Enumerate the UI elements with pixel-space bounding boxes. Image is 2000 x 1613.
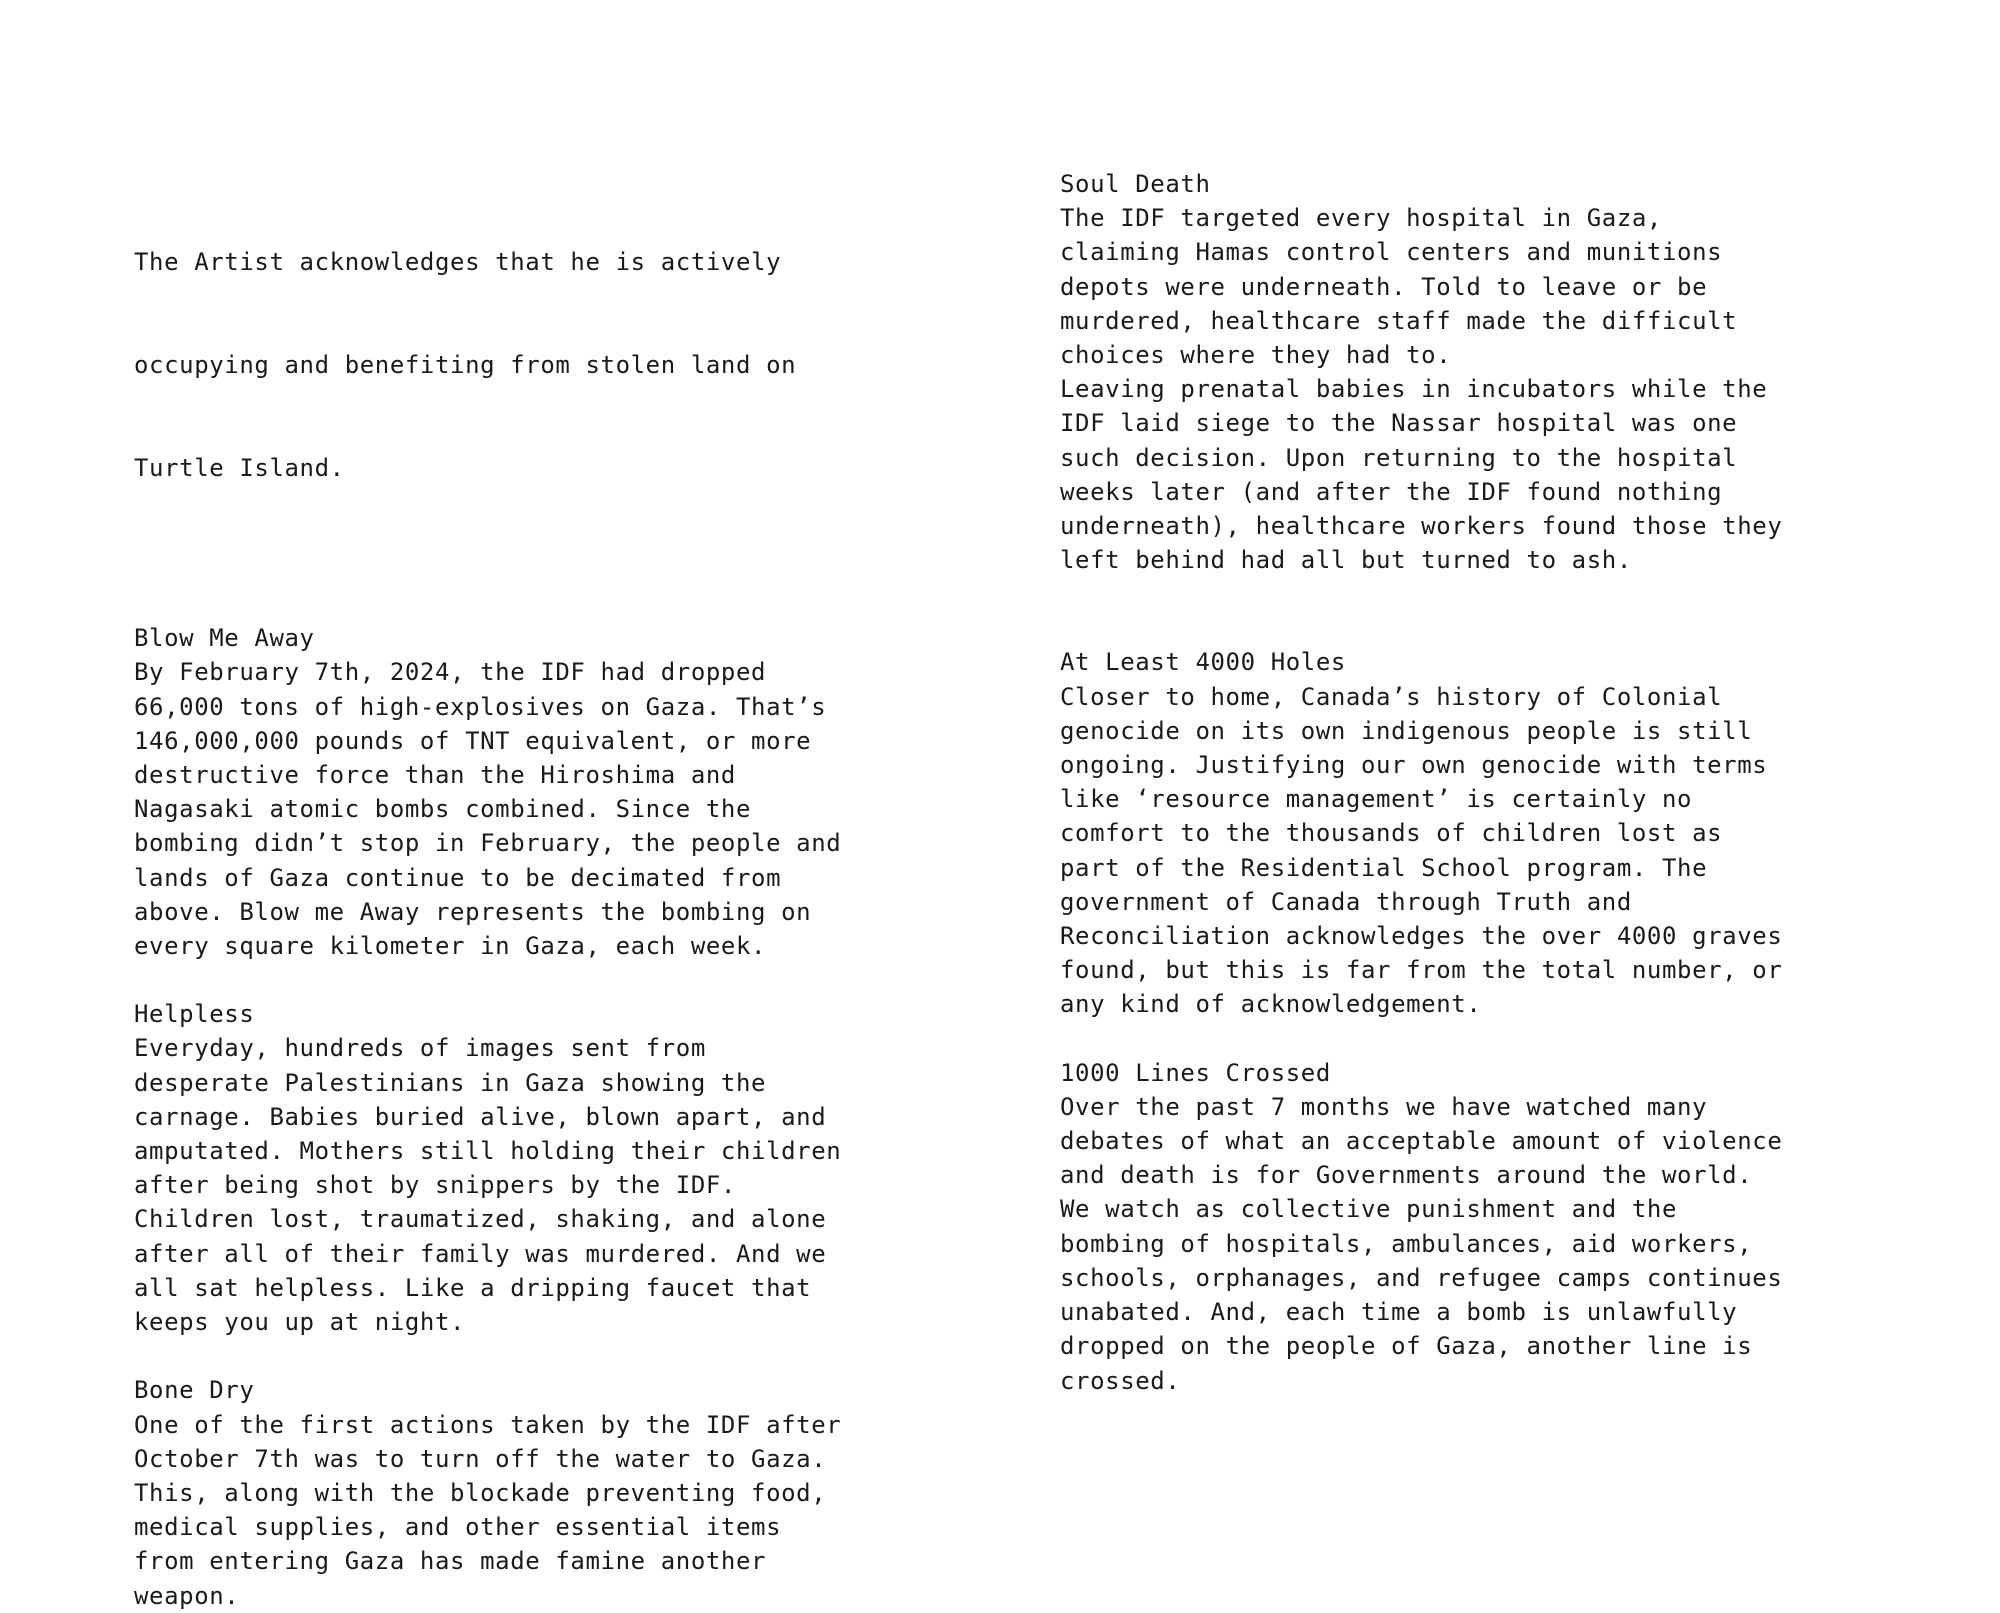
section-at-least-4000-holes: [1060, 645, 1860, 1021]
text-line: after all of their family was murdered. And we: [134, 1239, 827, 1268]
section-title: At Least 4000 Holes: [1060, 648, 1346, 677]
text-line: debates of what an acceptable amount of violence: [1060, 1127, 1783, 1156]
text-line: The Artist acknowledges that he is actively: [134, 248, 782, 277]
text-line: desperate Palestinians in Gaza showing the: [134, 1068, 767, 1097]
text-line: part of the Residential School program. The: [1060, 853, 1708, 882]
text-line: unabated. And, each time a bomb is unlawfully: [1060, 1298, 1738, 1327]
text-line: 146,000,000 pounds of TNT equivalent, or more: [134, 726, 812, 755]
text-line: Leaving prenatal babies in incubators while the: [1060, 375, 1768, 404]
text-line: occupying and benefiting from stolen land on: [134, 351, 797, 380]
text-line: carnage. Babies buried alive, blown apart, and: [134, 1102, 827, 1131]
text-line: 66,000 tons of high-explosives on Gaza. That’s: [134, 692, 827, 721]
section-helpless: [134, 997, 934, 1339]
section-title: Bone Dry: [134, 1376, 255, 1405]
text-line: left behind had all but turned to ash.: [1060, 546, 1632, 575]
text-line: bombing didn’t stop in February, the people and: [134, 829, 842, 858]
text-line: comfort to the thousands of children lost as: [1060, 819, 1723, 848]
text-line: medical supplies, and other essential items: [134, 1513, 782, 1542]
text-line: Closer to home, Canada’s history of Colonial: [1060, 682, 1723, 711]
text-line: One of the first actions taken by the IDF after: [134, 1410, 842, 1439]
text-line: ongoing. Justifying our own genocide with terms: [1060, 751, 1768, 780]
text-line: every square kilometer in Gaza, each week.: [134, 932, 767, 961]
text-line: We watch as collective punishment and the: [1060, 1195, 1678, 1224]
text-line: The IDF targeted every hospital in Gaza,: [1060, 204, 1662, 233]
text-line: government of Canada through Truth and: [1060, 887, 1632, 916]
text-line: destructive force than the Hiroshima and: [134, 761, 736, 790]
text-line: above. Blow me Away represents the bombing on: [134, 897, 812, 926]
text-line: all sat helpless. Like a dripping faucet that: [134, 1273, 812, 1302]
text-line: Reconciliation acknowledges the over 4000 graves: [1060, 922, 1783, 951]
text-line: genocide on its own indigenous people is still: [1060, 716, 1753, 745]
text-line: found, but this is far from the total number, or: [1060, 956, 1783, 985]
section-title: Helpless: [134, 1000, 255, 1029]
text-line: October 7th was to turn off the water to Gaza.: [134, 1444, 827, 1473]
text-line: after being shot by snippers by the IDF.: [134, 1171, 736, 1200]
section-title: 1000 Lines Crossed: [1060, 1058, 1331, 1087]
text-line: bombing of hospitals, ambulances, aid workers,: [1060, 1229, 1753, 1258]
section-bone-dry: [134, 1373, 934, 1612]
text-line: from entering Gaza has made famine another: [134, 1547, 767, 1576]
text-line: choices where they had to.: [1060, 341, 1452, 370]
text-line: Everyday, hundreds of images sent from: [134, 1034, 706, 1063]
text-line: Children lost, traumatized, shaking, and alone: [134, 1205, 827, 1234]
section-soul-death: [1060, 167, 1860, 577]
text-line: claiming Hamas control centers and munitions: [1060, 238, 1723, 267]
text-line: Turtle Island.: [134, 453, 345, 482]
left-column: [134, 177, 934, 1613]
text-line: depots were underneath. Told to leave or be: [1060, 272, 1708, 301]
right-column: [1060, 167, 1860, 1398]
text-line: dropped on the people of Gaza, another line is: [1060, 1332, 1753, 1361]
section-title: Soul Death: [1060, 170, 1211, 198]
text-line: By February 7th, 2024, the IDF had dropped: [134, 658, 767, 687]
text-line: like ‘resource management’ is certainly no: [1060, 785, 1693, 814]
text-line: such decision. Upon returning to the hospital: [1060, 443, 1738, 472]
text-line: any kind of acknowledgement.: [1060, 990, 1482, 1019]
text-line: keeps you up at night.: [134, 1308, 466, 1337]
text-line: Nagasaki atomic bombs combined. Since the: [134, 795, 752, 824]
acknowledgement-paragraph: [134, 177, 934, 553]
text-line: amputated. Mothers still holding their children: [134, 1137, 842, 1166]
text-line: murdered, healthcare staff made the difficult: [1060, 306, 1738, 335]
text-line: and death is for Governments around the world.: [1060, 1161, 1753, 1190]
text-line: IDF laid siege to the Nassar hospital was one: [1060, 409, 1738, 438]
text-line: This, along with the blockade preventing food,: [134, 1478, 827, 1507]
text-line: crossed.: [1060, 1366, 1181, 1395]
section-1000-lines-crossed: [1060, 1056, 1860, 1398]
text-line: underneath), healthcare workers found those they: [1060, 512, 1783, 541]
text-line: schools, orphanages, and refugee camps continues: [1060, 1263, 1783, 1292]
text-line: weeks later (and after the IDF found nothing: [1060, 477, 1723, 506]
text-line: weapon.: [134, 1581, 240, 1610]
section-blow-me-away: [134, 621, 934, 963]
text-line: lands of Gaza continue to be decimated from: [134, 863, 782, 892]
text-line: Over the past 7 months we have watched many: [1060, 1092, 1708, 1121]
section-title: Blow Me Away: [134, 624, 315, 653]
